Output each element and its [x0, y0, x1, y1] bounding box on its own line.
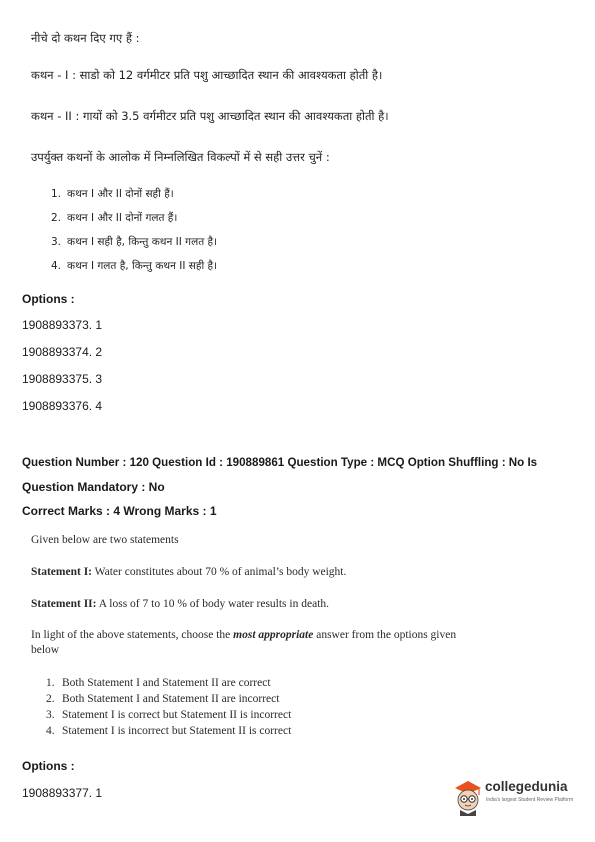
question-meta-line-1: Question Number : 120 Question Id : 190889861 Question Type : MCQ Option Shuffling : No Is	[22, 456, 538, 469]
english-choice	[46, 725, 291, 737]
english-choice-number: 4.	[46, 725, 55, 737]
statement-1-label: Statement I:	[31, 566, 92, 578]
english-choice	[46, 677, 271, 689]
english-choice	[46, 709, 291, 721]
option-id: 1908893377. 1	[22, 786, 103, 800]
mascot-icon	[452, 776, 484, 816]
hindi-choice-text: कथन I और II दोनों गलत हैं।	[67, 212, 178, 224]
english-choice-number: 2.	[46, 693, 55, 705]
english-choice-text: Statement I is correct but Statement II is incorrect	[62, 709, 292, 721]
hindi-choice-text: कथन I सही है, किन्तु कथन II गलत है।	[67, 236, 218, 248]
english-instruction-line-2: below	[31, 644, 60, 656]
english-statement-1	[31, 566, 346, 578]
hindi-statement-1: कथन - I : साडो को 12 वर्गमीटर प्रति पशु आच्छादित स्थान की आवश्यकता होती है।	[31, 68, 383, 82]
option-id: 1908893375. 3	[22, 372, 103, 386]
instruction-pre: In light of the above statements, choose the	[31, 629, 234, 641]
question-meta-line-2: Question Mandatory : No	[22, 480, 165, 494]
english-choice	[46, 693, 279, 705]
hindi-instruction: उपर्युक्त कथनों के आलोक में निम्नलिखित विकल्पों में से सही उत्तर चुनें :	[31, 150, 330, 164]
hindi-choice	[51, 259, 217, 273]
english-choice-text: Both Statement I and Statement II are incorrect	[62, 693, 280, 705]
hindi-choice	[51, 187, 174, 201]
hindi-choice-text: कथन I और II दोनों सही हैं।	[67, 188, 174, 200]
hindi-choice-text: कथन I गलत है, किन्तु कथन II सही है।	[67, 260, 218, 272]
hindi-choice-number: 1.	[51, 188, 62, 200]
option-id: 1908893373. 1	[22, 318, 103, 332]
hindi-choice-number: 4.	[51, 260, 62, 272]
english-instruction	[31, 629, 456, 641]
option-id: 1908893374. 2	[22, 345, 103, 359]
hindi-choice-number: 3.	[51, 236, 62, 248]
english-choice-text: Both Statement I and Statement II are correct	[62, 677, 271, 689]
english-choice-number: 1.	[46, 677, 55, 689]
collegedunia-watermark	[452, 776, 587, 822]
statement-2-label: Statement II:	[31, 598, 97, 610]
english-choice-text: Statement I is incorrect but Statement II is correct	[62, 725, 292, 737]
brand-tagline: India's largest Student Review Platform	[486, 797, 574, 803]
english-intro: Given below are two statements	[31, 534, 179, 546]
hindi-choice-number: 2.	[51, 212, 62, 224]
english-statement-2	[31, 598, 329, 610]
options-label: Options :	[22, 292, 75, 306]
brand-name: collegedunia	[485, 779, 568, 794]
hindi-choice	[51, 211, 177, 225]
option-id: 1908893376. 4	[22, 399, 103, 413]
statement-1-text: Water constitutes about 70 % of animal’s body weight.	[92, 566, 347, 578]
options-label: Options :	[22, 759, 75, 773]
instruction-emphasis: most appropriate	[233, 629, 314, 641]
instruction-post: answer from the options given	[313, 629, 457, 641]
question-meta-line-3: Correct Marks : 4 Wrong Marks : 1	[22, 504, 217, 518]
statement-2-text: A loss of 7 to 10 % of body water results in death.	[96, 598, 330, 610]
hindi-intro: नीचे दो कथन दिए गए हैं :	[31, 31, 140, 45]
hindi-statement-2: कथन - II : गायों को 3.5 वर्गमीटर प्रति पशु आच्छादित स्थान की आवश्यकता होती है।	[31, 109, 389, 123]
hindi-choice	[51, 235, 217, 249]
english-choice-number: 3.	[46, 709, 55, 721]
